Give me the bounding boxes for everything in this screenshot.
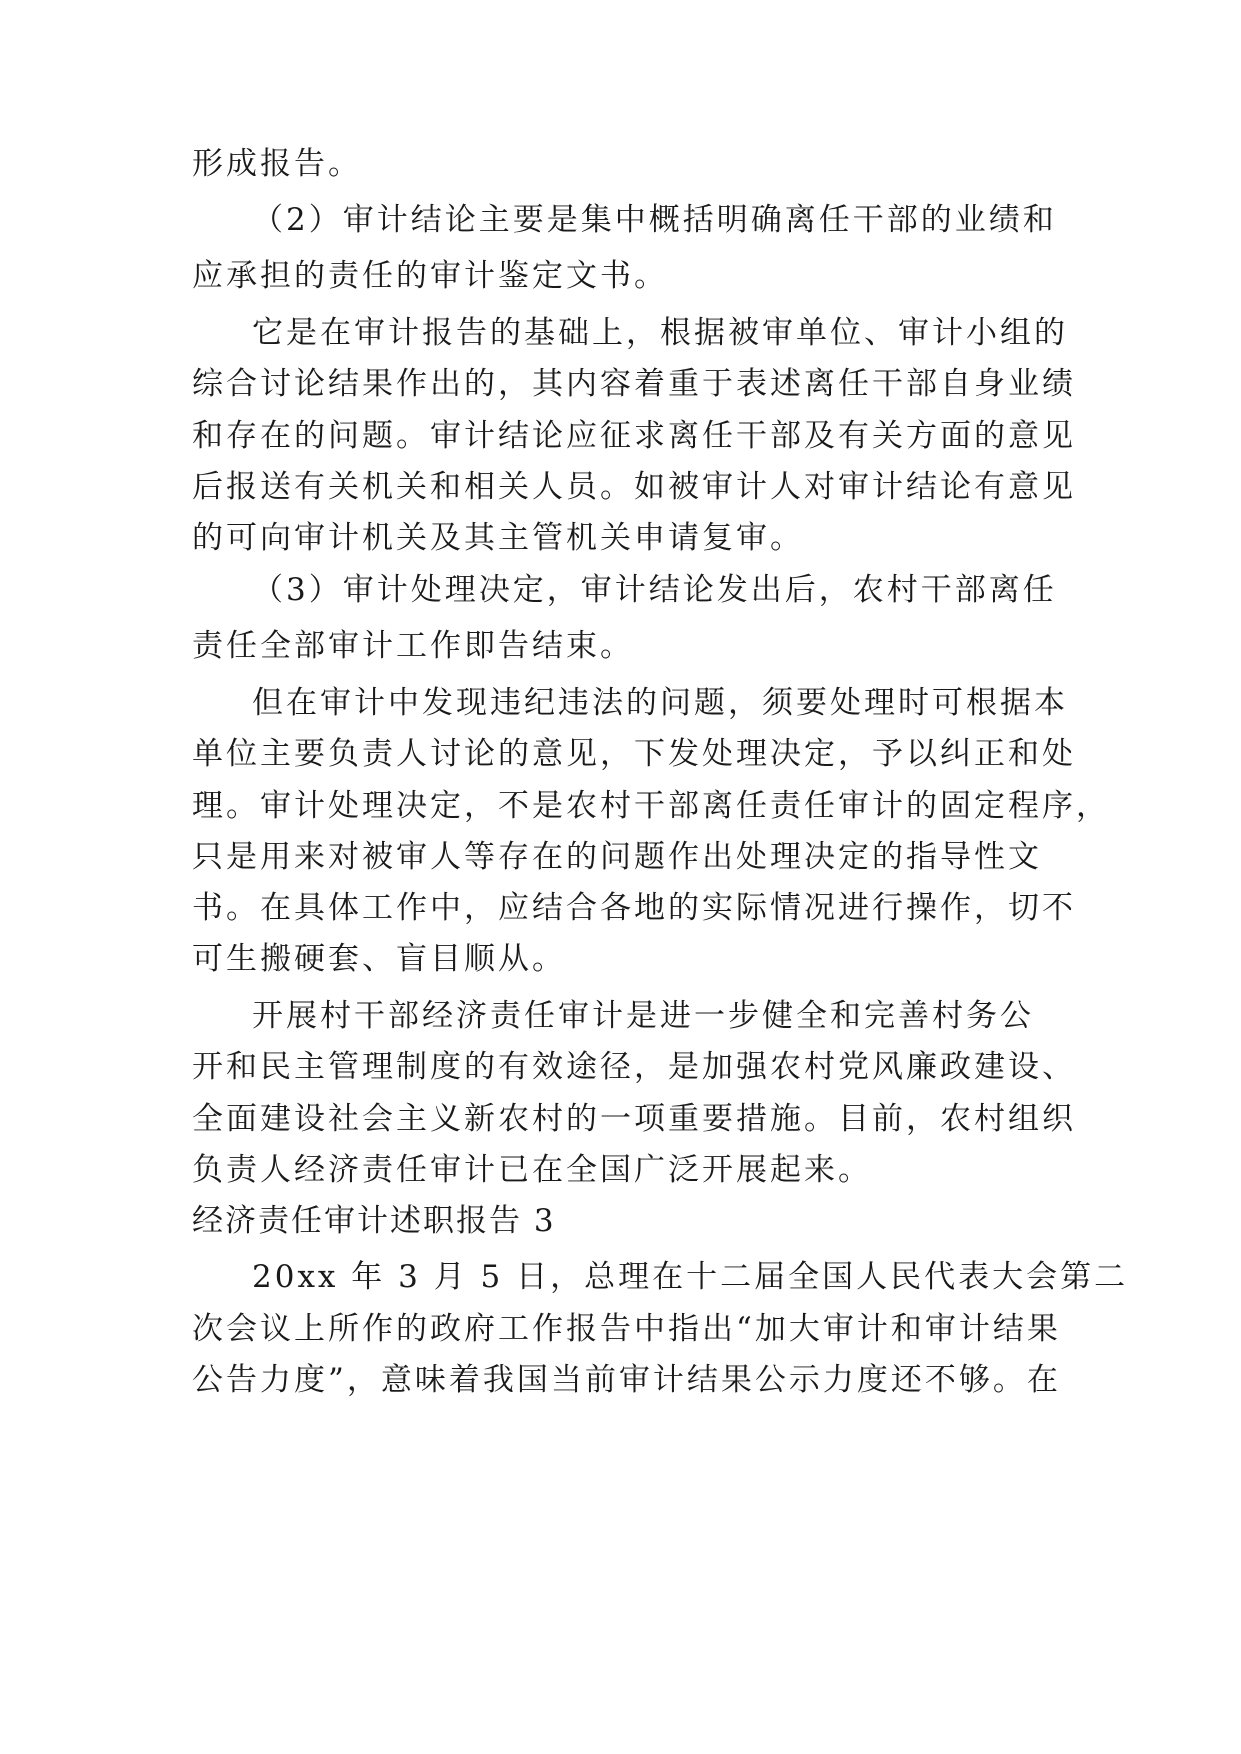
text-line: 开展村干部经济责任审计是进一步健全和完善村务公 [252,998,1034,1034]
text-line: 单位主要负责人讨论的意见，下发处理决定，予以纠正和处 [192,736,1076,772]
text-line: 公告力度”，意味着我国当前审计结果公示力度还不够。在 [192,1362,1061,1398]
text-line: 全面建设社会主义新农村的一项重要措施。目前，农村组织 [192,1101,1076,1137]
text-line: 理。审计处理决定，不是农村干部离任责任审计的固定程序， [192,788,1110,824]
text-line: （2）审计结论主要是集中概括明确离任干部的业绩和 [252,202,1057,238]
text-line: 只是用来对被审人等存在的问题作出处理决定的指导性文 [192,839,1042,875]
text-line: 但在审计中发现违纪违法的问题，须要处理时可根据本 [252,685,1068,721]
text-line: 书。在具体工作中，应结合各地的实际情况进行操作，切不 [192,890,1076,926]
text-line: 和存在的问题。审计结论应征求离任干部及有关方面的意见 [192,418,1076,454]
text-line: 应承担的责任的审计鉴定文书。 [192,258,668,294]
text-line: 次会议上所作的政府工作报告中指出“加大审计和审计结果 [192,1311,1061,1347]
text-line: 它是在审计报告的基础上，根据被审单位、审计小组的 [252,315,1068,351]
text-line: 综合讨论结果作出的，其内容着重于表述离任干部自身业绩 [192,366,1076,402]
text-line: 开和民主管理制度的有效途径，是加强农村党风廉政建设、 [192,1049,1076,1085]
text-line: 责任全部审计工作即告结束。 [192,628,634,664]
text-line: （3）审计处理决定，审计结论发出后，农村干部离任 [252,572,1057,608]
text-line: 20xx 年 3 月 5 日，总理在十二届全国人民代表大会第二 [252,1259,1129,1295]
text-line: 负责人经济责任审计已在全国广泛开展起来。 [192,1152,872,1188]
text-line: 形成报告。 [192,146,362,182]
text-line: 可生搬硬套、盲目顺从。 [192,941,566,977]
text-line: 的可向审计机关及其主管机关申请复审。 [192,520,804,556]
text-line: 后报送有关机关和相关人员。如被审计人对审计结论有意见 [192,469,1076,505]
section-heading: 经济责任审计述职报告 3 [192,1203,556,1239]
